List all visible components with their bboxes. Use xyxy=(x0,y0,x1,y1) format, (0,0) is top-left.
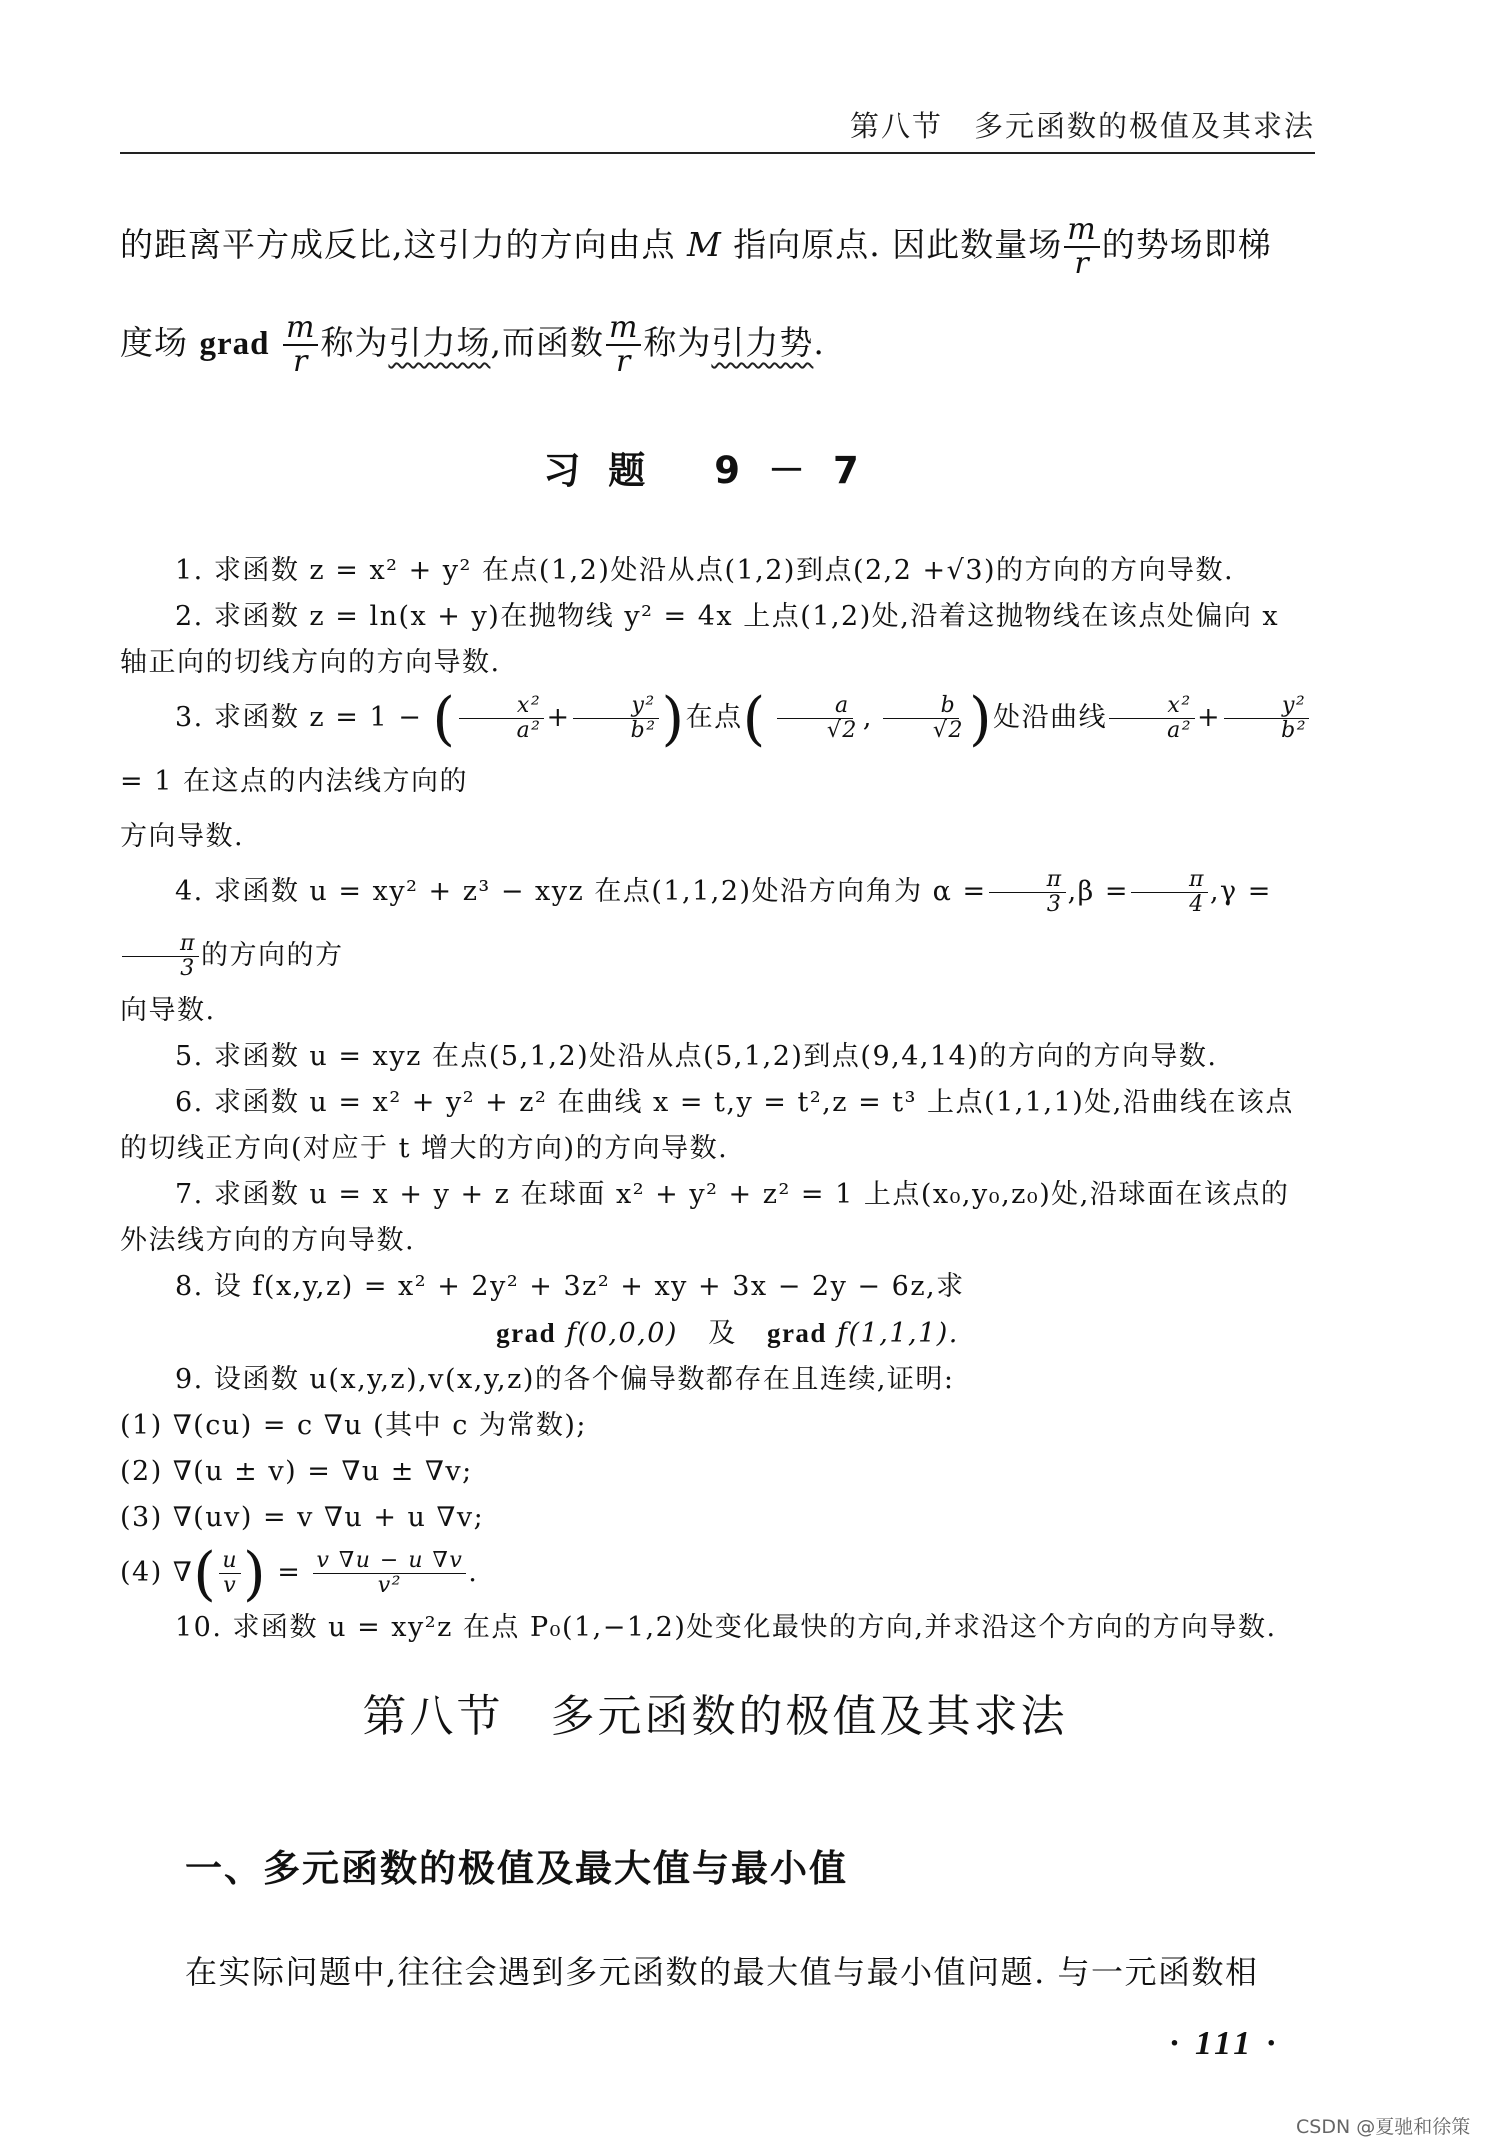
fraction-numerator: v ∇u − u ∇v xyxy=(313,1549,466,1574)
fraction xyxy=(313,1549,466,1598)
fraction-m-over-r xyxy=(606,312,641,378)
intro-text: ,而函数 xyxy=(490,323,604,362)
watermark: CSDN @夏驰和徐策 xyxy=(1296,2116,1471,2138)
exercise-5: 5. 求函数 u = xyz 在点(5,1,2)处沿从点(5,1,2)到点(9,4,14)的方向的方向导数. xyxy=(175,1041,1218,1072)
exercise-text: 在点 xyxy=(685,702,743,733)
running-header: 第八节 多元函数的极值及其求法 xyxy=(849,109,1315,143)
fraction-denominator: r xyxy=(616,344,632,379)
exercise-4 xyxy=(120,860,1315,988)
left-paren: ( xyxy=(742,684,767,753)
right-paren: ) xyxy=(968,684,994,753)
exercise-9-part-1: (1) ∇(cu) = c ∇u (其中 c 为常数); xyxy=(120,1410,588,1441)
fraction xyxy=(1131,868,1208,917)
fraction xyxy=(875,694,967,743)
fraction-numerator: y² xyxy=(1224,694,1309,719)
exercise-set-title: 习题 9－7 xyxy=(543,449,887,492)
fraction xyxy=(989,868,1066,917)
term-gravitational-potential: 引力势 xyxy=(711,323,814,362)
right-paren: ) xyxy=(661,684,686,753)
fraction-denominator: 3 xyxy=(1046,892,1063,917)
exercise-9-part-4 xyxy=(120,1539,1315,1608)
exercise-text: 处沿曲线 xyxy=(993,702,1108,733)
fraction-denominator: 3 xyxy=(180,956,196,981)
fraction-numerator: x² xyxy=(1109,694,1194,719)
fraction-denominator: a² xyxy=(1167,718,1193,743)
fraction-numerator: m xyxy=(606,312,641,346)
fraction xyxy=(573,694,660,743)
exercise-7: 7. 求函数 u = x + y + z 在球面 x² + y² + z² = 1 上点(x₀,y₀,z₀)处,沿球面在该点的外法线方向的方向导数. xyxy=(120,1179,1290,1256)
grad-operator: grad xyxy=(199,326,270,362)
fraction-numerator: y² xyxy=(573,694,658,719)
left-paren: ( xyxy=(193,1539,218,1608)
fraction-denominator: b² xyxy=(1281,718,1308,743)
fraction-numerator: π xyxy=(1131,868,1208,893)
fraction-numerator: π xyxy=(989,868,1066,893)
fraction-denominator: a² xyxy=(516,718,542,743)
fraction xyxy=(769,694,861,743)
exercise-text: (4) ∇ xyxy=(120,1557,194,1588)
grad-operator: grad xyxy=(496,1318,557,1348)
intro-text: 的势场即梯 xyxy=(1101,225,1272,264)
fraction-numerator: m xyxy=(283,312,318,346)
fraction xyxy=(1223,694,1310,743)
exercise-4-continued: 向导数. xyxy=(120,995,216,1026)
intro-text: 称为 xyxy=(643,323,712,362)
body-paragraph: 在实际问题中,往往会遇到多元函数的最大值与最小值问题. 与一元函数相 xyxy=(185,1953,1259,1991)
fraction-denominator: v² xyxy=(377,1573,402,1598)
fraction-denominator: √2 xyxy=(932,718,964,743)
page-number: · 111 · xyxy=(1170,2025,1280,2062)
exercise-text: ,β = xyxy=(1067,876,1129,907)
exercise-list xyxy=(120,548,1315,1651)
fraction xyxy=(122,932,199,981)
math-expression: f(1,1,1). xyxy=(837,1318,959,1349)
intro-text: 度场 xyxy=(120,323,188,362)
fraction-denominator: r xyxy=(293,344,309,379)
exercise-3-continued: 方向导数. xyxy=(120,821,245,852)
exercise-9-part-2: (2) ∇(u ± v) = ∇u ± ∇v; xyxy=(120,1456,473,1487)
intro-text: 指向原点. 因此数量场 xyxy=(733,225,1063,264)
fraction-numerator: a xyxy=(777,694,853,719)
exercise-3 xyxy=(120,686,1315,814)
fraction-m-over-r xyxy=(283,312,318,378)
intro-line-2 xyxy=(120,312,1315,378)
fraction-denominator: v xyxy=(223,1573,238,1598)
intro-line-1 xyxy=(120,214,1315,280)
equals-sign: = xyxy=(277,1557,302,1588)
fraction-denominator: r xyxy=(1074,246,1090,281)
left-paren: ( xyxy=(432,684,457,753)
fraction-numerator: m xyxy=(1064,214,1099,248)
intro-text: . xyxy=(813,323,825,362)
fraction-numerator: b xyxy=(883,694,960,719)
exercise-text: 3. 求函数 z = 1 − xyxy=(175,702,423,733)
fraction-numerator: x² xyxy=(459,694,544,719)
exercise-text: 的方向的方 xyxy=(200,940,344,971)
intro-text: 的距离平方成反比,这引力的方向由点 xyxy=(120,225,676,264)
exercise-9: 9. 设函数 u(x,y,z),v(x,y,z)的各个偏导数都存在且连续,证明: xyxy=(175,1364,955,1395)
fraction xyxy=(1109,694,1195,743)
exercise-6: 6. 求函数 u = x² + y² + z² 在曲线 x = t,y = t²,z = t³ 上点(1,1,1)处,沿曲线在该点的切线正方向(对应于 t 增大的方向)的方向导数. xyxy=(120,1087,1294,1164)
exercise-2: 2. 求函数 z = ln(x + y)在抛物线 y² = 4x 上点(1,2)处,沿着这抛物线在该点处偏向 x 轴正向的切线方向的方向导数. xyxy=(120,601,1280,678)
exercise-8-display xyxy=(120,1310,1315,1357)
fraction-numerator: u xyxy=(219,1549,241,1574)
exercise-10: 10. 求函数 u = xy²z 在点 P₀(1,−1,2)处变化最快的方向,并求沿这个方向的方向导数. xyxy=(175,1612,1277,1643)
grad-operator: grad xyxy=(766,1318,827,1348)
section-title: 第八节 多元函数的极值及其求法 xyxy=(362,1691,1068,1742)
fraction-denominator: b² xyxy=(630,718,657,743)
comma: , xyxy=(862,702,873,733)
exercise-text: ,γ = xyxy=(1209,876,1272,907)
exercise-text: 4. 求函数 u = xy² + z³ − xyz 在点(1,1,2)处沿方向角为 α = xyxy=(175,876,987,907)
exercise-8: 8. 设 f(x,y,z) = x² + 2y² + 3z² + xy + 3x − 2y − 6z,求 xyxy=(175,1271,965,1302)
header-rule xyxy=(120,152,1315,154)
fraction xyxy=(459,694,545,743)
subsection-title: 一、多元函数的极值及最大值与最小值 xyxy=(185,1847,848,1890)
plus-sign: + xyxy=(1197,702,1222,733)
math-expression: f(0,0,0) xyxy=(566,1318,678,1349)
right-paren: ) xyxy=(243,1539,268,1608)
fraction xyxy=(219,1549,241,1598)
plus-sign: + xyxy=(546,702,571,733)
exercise-9-part-3: (3) ∇(uv) = v ∇u + u ∇v; xyxy=(120,1502,485,1533)
fraction-denominator: √2 xyxy=(826,718,858,743)
intro-text: 称为 xyxy=(320,323,389,362)
conjunction: 及 xyxy=(708,1318,737,1349)
term-gravitational-field: 引力场 xyxy=(388,323,491,362)
fraction-denominator: 4 xyxy=(1189,892,1205,917)
fraction-m-over-r xyxy=(1064,214,1099,280)
exercise-1: 1. 求函数 z = x² + y² 在点(1,2)处沿从点(1,2)到点(2,2 +√3)的方向的方向导数. xyxy=(175,555,1235,586)
exercise-text: = 1 在这点的内法线方向的 xyxy=(120,766,468,797)
fraction-numerator: π xyxy=(122,932,199,957)
period: . xyxy=(468,1557,479,1588)
point-symbol: M xyxy=(687,225,722,264)
